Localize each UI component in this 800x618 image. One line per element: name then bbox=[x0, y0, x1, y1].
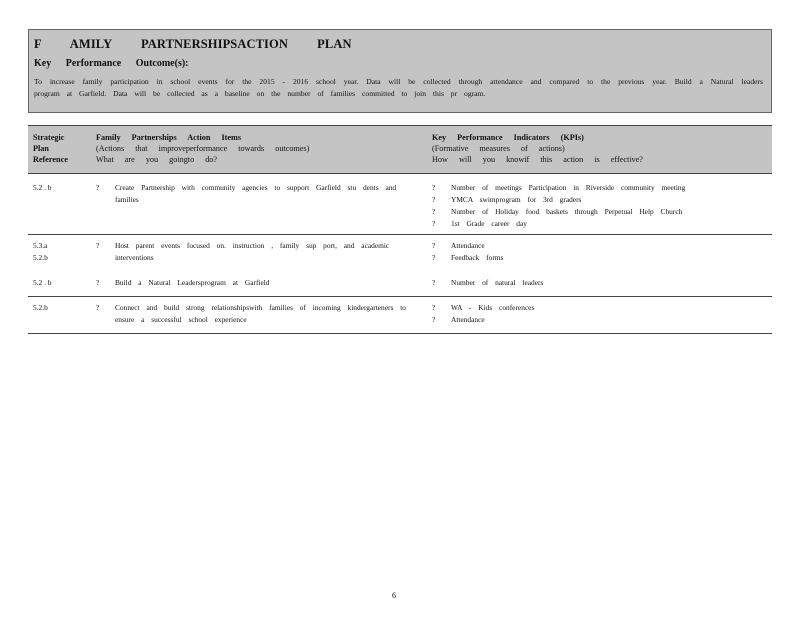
kpi-text: Number of meetings Participation in Riverside community meeting bbox=[451, 183, 686, 192]
header-line: Strategic bbox=[33, 133, 65, 142]
kpi-text: YMCA swimprogram for 3rd graders bbox=[451, 195, 582, 204]
bullet-icon: ? bbox=[96, 183, 100, 192]
plan-reference bbox=[33, 302, 48, 314]
kpi-text: Attendance bbox=[451, 315, 485, 324]
kpi-text: Attendance bbox=[451, 241, 485, 250]
list-item bbox=[432, 182, 767, 194]
list-item bbox=[432, 240, 767, 252]
bullet-icon: ? bbox=[432, 253, 436, 262]
list-item bbox=[432, 277, 767, 289]
header-action-items bbox=[96, 132, 309, 165]
bullet-icon: ? bbox=[96, 278, 100, 287]
list-item bbox=[96, 277, 426, 289]
action-items bbox=[96, 240, 426, 264]
page-title: F AMILY PARTNERSHIPSACTION PLAN bbox=[34, 37, 352, 51]
header-line: Reference bbox=[33, 155, 68, 164]
bullet-icon: ? bbox=[432, 183, 436, 192]
list-item bbox=[96, 302, 426, 326]
bullet-icon: ? bbox=[432, 195, 436, 204]
outcomes-heading: Key Performance Outcome(s): bbox=[34, 58, 189, 69]
action-items bbox=[96, 182, 426, 206]
list-item bbox=[432, 218, 767, 230]
action-text: Connect and build strong relationshipswith families of incoming kindergarteners to ensure a successful school experience bbox=[115, 303, 406, 324]
table-row bbox=[28, 235, 772, 297]
kpi-list bbox=[432, 182, 767, 230]
bullet-icon: ? bbox=[432, 303, 436, 312]
reference-code: 5.3.a bbox=[33, 241, 48, 250]
kpi-text: Number of natural leaders bbox=[451, 278, 544, 287]
bullet-icon: ? bbox=[432, 278, 436, 287]
header-line: How will you knowif this action is effective? bbox=[432, 155, 643, 164]
list-item bbox=[432, 252, 767, 264]
list-item bbox=[432, 314, 767, 326]
bullet-icon: ? bbox=[432, 207, 436, 216]
plan-reference bbox=[33, 182, 51, 194]
table-row bbox=[28, 297, 772, 334]
header-line: (Actions that improveperformance towards outcomes) bbox=[96, 144, 310, 153]
action-text: Host parent events focused on. instruction , family sup port, and academic interventions bbox=[115, 241, 390, 262]
reference-code: 5.2.b bbox=[33, 253, 48, 262]
reference-code: 5.2.b bbox=[33, 303, 48, 312]
action-items bbox=[96, 277, 426, 289]
bullet-icon: ? bbox=[432, 315, 436, 324]
kpi-text: Number of Holiday food baskets through Perpetual Help Church bbox=[451, 207, 683, 216]
header-line: Family Partnerships Action Items bbox=[96, 133, 242, 142]
reference-code: 5.2 . b bbox=[33, 183, 52, 192]
header-line: What are you goingto do? bbox=[96, 155, 218, 164]
table-header bbox=[28, 126, 772, 174]
kpi-list bbox=[432, 277, 767, 289]
page-number: 6 bbox=[392, 591, 396, 600]
table-row bbox=[28, 174, 772, 235]
bullet-icon: ? bbox=[96, 241, 100, 250]
bullet-icon: ? bbox=[432, 219, 436, 228]
plan-reference bbox=[33, 277, 51, 289]
action-items bbox=[96, 302, 426, 326]
kpi-list bbox=[432, 240, 767, 264]
bullet-icon: ? bbox=[432, 241, 436, 250]
kpi-list bbox=[432, 302, 767, 326]
action-text: Build a Natural Leadersprogram at Garfield bbox=[115, 278, 270, 287]
kpi-text: WA - Kids conferences bbox=[451, 303, 535, 312]
list-item bbox=[96, 182, 426, 206]
list-item bbox=[432, 206, 767, 218]
reference-code: 5.2 . b bbox=[33, 278, 52, 287]
header-kpis bbox=[432, 132, 643, 165]
plan-reference bbox=[33, 240, 48, 264]
kpi-text: 1st Grade career day bbox=[451, 219, 527, 228]
outcomes-description: To increase family participation in school events for the 2015 - 2016 school year. Data will be collected through attendance and compared to the previous year. Build a Natural leaders program at Garfield. Data will be collected as a baseline on the number of families committed to join this pr ogram. bbox=[34, 77, 763, 98]
list-item bbox=[96, 240, 426, 264]
bullet-icon: ? bbox=[96, 303, 100, 312]
action-plan-table bbox=[28, 125, 772, 334]
header-line: (Formative measures of actions) bbox=[432, 144, 565, 153]
list-item bbox=[432, 194, 767, 206]
kpi-text: Feedback forms bbox=[451, 253, 504, 262]
header-strategic-plan-reference bbox=[33, 132, 68, 165]
action-text: Create Partnership with community agencies to support Garfield stu dents and families bbox=[115, 183, 397, 204]
header-line: Key Performance Indicators (KPIs) bbox=[432, 133, 584, 142]
plan-header bbox=[28, 29, 772, 113]
header-line: Plan bbox=[33, 144, 49, 153]
list-item bbox=[432, 302, 767, 314]
